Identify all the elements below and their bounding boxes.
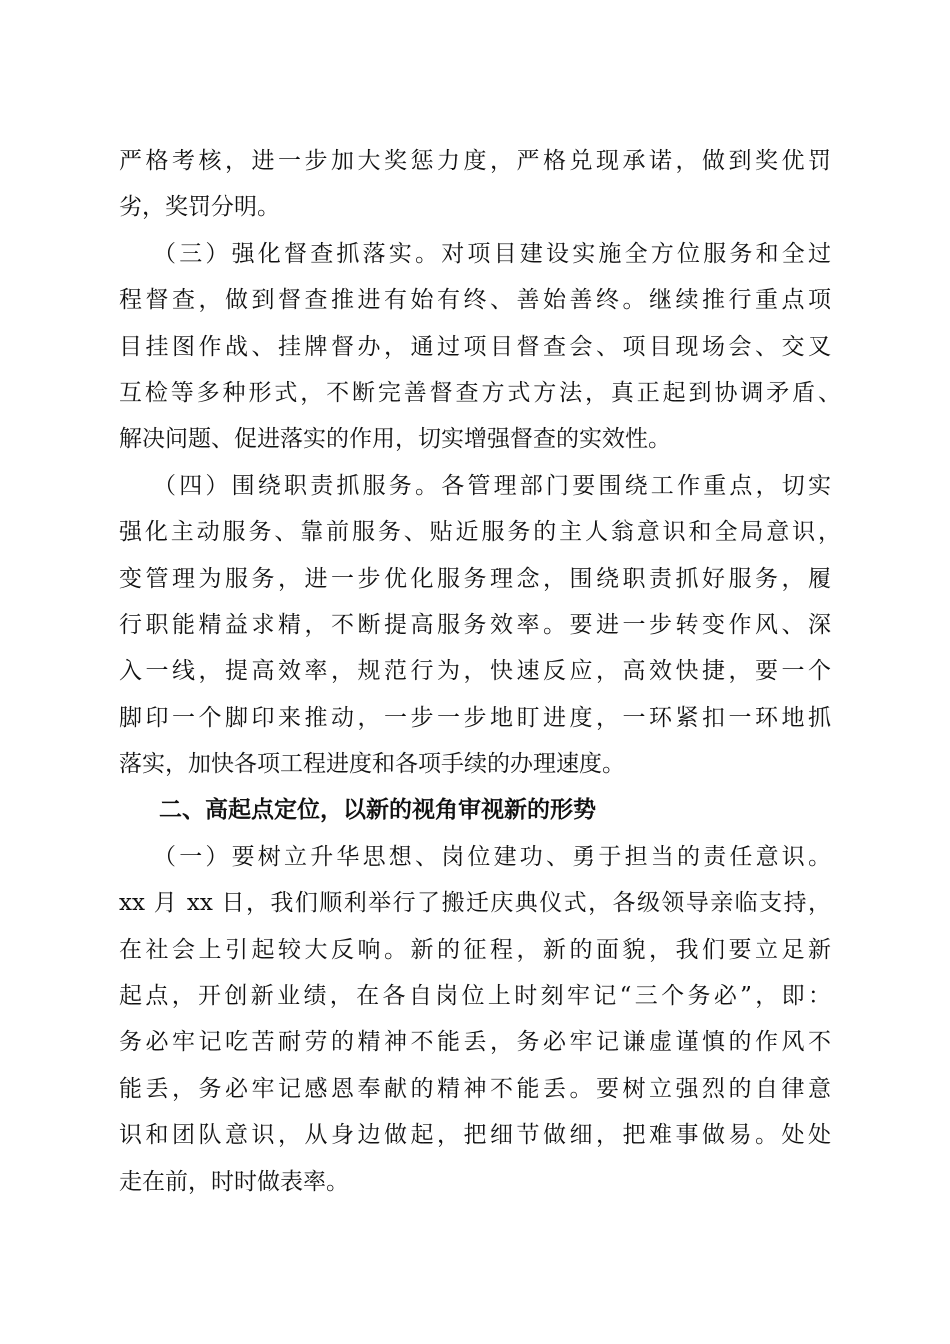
document-body: [119, 138, 841, 1205]
text-line: 解决问题、促进落实的作用，切实增强督查的实效性。: [119, 426, 671, 453]
text-line: 起点，开创新业绩，在各自岗位上时刻牢记“三个务必”，即：: [119, 983, 831, 1010]
section-heading: [119, 787, 831, 833]
paragraph-service: [119, 463, 841, 788]
paragraph-responsibility: [119, 834, 831, 1205]
text-line: 互检等多种形式，不断完善督查方式方法，真正起到协调矛盾、: [119, 379, 841, 406]
text-line: 变管理为服务，进一步优化服务理念，围绕职责抓好服务，履: [119, 565, 831, 592]
text-line: 落实，加快各项工程进度和各项手续的办理速度。: [119, 751, 625, 778]
text-line: 务必牢记吃苦耐劳的精神不能丢，务必牢记谦虚谨慎的作风不: [119, 1029, 831, 1056]
text-line: 识和团队意识，从身边做起，把细节做细，把难事做易。处处: [119, 1122, 831, 1149]
paragraph-supervision: [119, 231, 841, 463]
paragraph-assessment: [119, 138, 831, 231]
text-line: （一）要树立升华思想、岗位建功、勇于担当的责任意识。: [153, 843, 831, 870]
text-line: 劣，奖罚分明。: [119, 194, 280, 221]
text-line: 能丢，务必牢记感恩奉献的精神不能丢。要树立强烈的自律意: [119, 1075, 831, 1102]
text-line: 行职能精益求精，不断提高服务效率。要进一步转变作风、深: [119, 611, 831, 638]
text-line: 在社会上引起较大反响。新的征程，新的面貌，我们要立足新: [119, 936, 831, 963]
text-line: （四）围绕职责抓服务。各管理部门要围绕工作重点，切实: [153, 472, 831, 499]
text-line: （三）强化督查抓落实。对项目建设实施全方位服务和全过: [153, 240, 831, 267]
text-line: 严格考核，进一步加大奖惩力度，严格兑现承诺，做到奖优罚: [119, 148, 831, 174]
text-line: 脚印一个脚印来推动，一步一步地盯进度，一环紧扣一环地抓: [119, 704, 831, 731]
text-line: 目挂图作战、挂牌督办，通过项目督查会、项目现场会、交叉: [119, 333, 831, 360]
text-line: 入一线，提高效率，规范行为，快速反应，高效快捷，要一个: [119, 658, 831, 685]
text-line: 强化主动服务、靠前服务、贴近服务的主人翁意识和全局意识，: [119, 519, 841, 546]
text-line: 走在前，时时做表率。: [119, 1168, 349, 1195]
text-line: xx 月 xx 日，我们顺利举行了搬迁庆典仪式，各级领导亲临支持，: [119, 890, 831, 917]
section-heading-text: 二、高起点定位，以新的视角审视新的形势: [159, 797, 596, 824]
text-line: 程督查，做到督查推进有始有终、善始善终。继续推行重点项: [119, 287, 831, 314]
